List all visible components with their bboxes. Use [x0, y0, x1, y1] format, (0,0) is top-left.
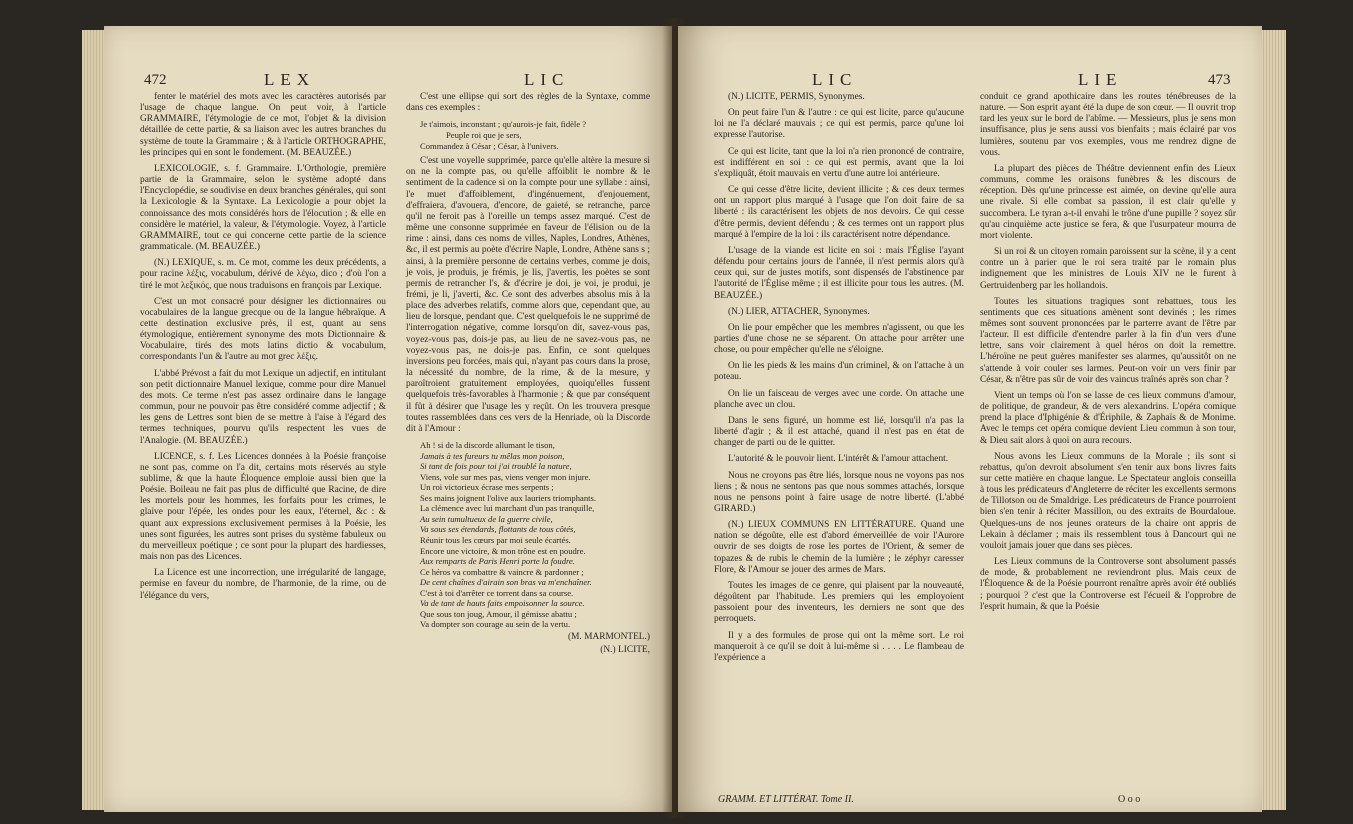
verse-line: Ce héros va combattre & vaincre & pardonner ; — [420, 566, 584, 577]
verse-line: C'est à toi d'arrêter ce torrent dans sa course. — [420, 587, 574, 598]
paragraph: fenter le matériel des mots avec les caractères autorisés par l'usage de chaque langue. On peut voir, à l'article GRAMMAIRE, l'étymologie de ce mot, l'objet & la division détaillée de cette partie, & sa liaison avec les autres branches du système de toute la Grammaire ; & à l'article ORTHOGRAPHE, les principes qui en sont le fondement. (M. BEAUZÉE.) — [140, 92, 386, 158]
entry-heading: (N.) LIER, ATTACHER, Synonymes. — [728, 306, 870, 317]
verse-line: Jamais à tes fureurs tu mêlas mon poison, — [420, 450, 565, 461]
verse-line: Au sein tumultueux de la guerre civile, — [420, 513, 553, 524]
right-page-number: 473 — [1208, 72, 1231, 88]
paragraph: Toutes les images de ce genre, qui plaisent par la nouveauté, dégoûtent par l'habitude. Les premiers qui les employoient passoient pour des inventeurs, les derniers ne sont que des perroquets. — [714, 580, 964, 625]
paragraph: Vient un temps où l'on se lasse de ces lieux communs d'amour, de politique, de grandeur, & de vers alexandrins. L'opéra comique prend la place d'Iphigénie & d'Ériphile, & Zaphaïs & de Monime. Avec le temps cet opéra comique devient Lieu commun à son tour, & Dieu sait alors à quoi on aura recours. — [980, 390, 1236, 446]
verse-line: Encore une victoire, & mon trône est en poudre. — [420, 545, 586, 556]
left-column-1 — [140, 92, 386, 607]
paragraph: La Licence est une incorrection, une irrégularité de langage, permise en faveur du nombre, de l'harmonie, de la rime, ou de l'élégance du vers, — [140, 568, 386, 601]
right-column-1 — [714, 92, 964, 669]
author-signature: (M. MARMONTEL.) — [567, 632, 650, 643]
paragraph: On peut faire l'un & l'autre : ce qui est licite, parce qu'aucune loi ne l'a déclaré mauvais ; ce qui est permis, parce qu'une loi expresse l'autorise. — [714, 108, 964, 141]
verse-line: Va dompter son courage au sein de la vertu. — [420, 619, 571, 630]
right-header-lie: LIE — [1078, 70, 1123, 89]
paragraph: L'abbé Prévost a fait du mot Lexique un adjectif, en intitulant son petit dictionnaire Manuel lexique, comme pour dire Manuel des mots. Ce terme n'est pas assez ordinaire dans le langage commun, pour ne pouvoir pas être considéré comme adjectif ; & les gens de Lettres sont bien de se mettre à l'aise à l'égard des termes techniques, pourvu qu'ils respectent les vues de l'Analogie. (M. BEAUZÉE.) — [140, 368, 386, 446]
left-header-lex: LEX — [264, 70, 316, 89]
left-page-number: 472 — [144, 72, 167, 88]
verse-line: Que sous ton joug, Amour, il gémisse abattu ; — [420, 608, 577, 619]
paragraph: LEXICOLOGIE, s. f. Grammaire. L'Orthologie, première partie de la Grammaire, selon le système adopté dans l'Encyclopédie, se soudivise en deux branches générales, qui sont la Lexicologie & la Syntaxe. La Lexicologie a pour objet la connoissance des mots considérés hors de l'élocution ; & elle en considère le matériel, la valeur, & l'étymologie. Voyez, à l'article GRAMMAIRE, tout ce qui concerne cette partie de la science grammaticale. (M. BEAUZÉE.) — [140, 163, 386, 253]
left-page-edges — [82, 30, 106, 810]
right-header-lic: LIC — [812, 70, 858, 89]
paragraph: conduit ce grand apothicaire dans les routes ténébreuses de la nature. — Son esprit ayant été la dupe de son cœur. — Il ouvrit trop tard les yeux sur le bord de l'abîme. — Messieurs, plus je sens mon insuffisance, plus je sens aussi vos bienfaits ; mais éclairé par vos lumières, soutenu par vos exemples, vous me rendrez digne de vous. — [980, 92, 1236, 158]
entry-heading: (N.) LICITE, PERMIS, Synonymes. — [728, 92, 865, 102]
signature-mark: O o o — [1118, 794, 1141, 805]
paragraph: Ce qui est licite, tant que la loi n'a rien prononcé de contraire, est indifférent en soi : ce qui est permis, avant que la loi s'expliquât, étoit mauvais en vertu d'une autre loi antérieure. — [714, 146, 964, 179]
paragraph: La plupart des pièces de Théâtre deviennent enfin des Lieux communs, comme les oraisons funèbres & les discours de réception. Dès qu'une princesse est aimée, on devine qu'elle aura une rivale. Si elle combat sa passion, il est clair qu'elle y succombera. Le tyran a-t-il envahi le trône d'une pupille ? soyez sûr qu'au cinquième acte justice se fera, & que l'usurpateur mourra de mort violente. — [980, 163, 1236, 241]
verse-line: La clémence avec lui marchant d'un pas tranquille, — [420, 503, 595, 514]
verse-line: Un roi victorieux écrase mes serpents ; — [420, 482, 554, 493]
paragraph: Les Lieux communs de la Controverse sont absolument passés de mode, & probablement ne reviendront plus. Mais ceux de l'Éloquence & de la Poésie pourront renaître après avoir été oubliés ; pourquoi ? c'est que la Controverse est l'écueil & l'opprobre de l'esprit humain, & que la Poésie — [980, 557, 1236, 612]
paragraph: C'est une ellipse qui sort des règles de la Syntaxe, comme dans ces exemples : — [406, 92, 650, 114]
paragraph: Si un roi & un citoyen romain paroissent sur la scène, il y a cent contre un à parier que le roi sera traité par le romain plus indignement que les ministres de Louis XIV ne le furent à Gertruidenberg par les hollandois. — [980, 247, 1236, 291]
paragraph: L'usage de la viande est licite en soi : mais l'Église l'ayant défendu pour certains jours de l'année, il n'est permis alors qu'à ceux qui, sur de justes motifs, sont dispensés de l'abstinence par l'autorité de l'Église même ; il est illicite pour tous les autres. (M. BEAUZÉE.) — [714, 245, 964, 301]
paragraph: Il y a des formules de prose qui ont la même sort. Le roi manqueroit à ce qu'il se doit à lui-même si . . . . Le flambeau de l'expérience a — [714, 630, 964, 663]
paragraph: C'est une voyelle supprimée, parce qu'elle altère la mesure si on ne la compte pas, ou qu'elle affoiblit le nombre & le sentiment de la cadence si on la compte pour une syllabe : ainsi, l'e muet d'affoiblement, d'ingénuement, d'enjouement, d'effraiera, d'avouera, d'encore, de gaieté, se retranche, parce qu'il ne feroit pas à l'oreille un temps assez marqué. C'est de même une consonne supprimée en faveur de l'élision ou de la rime : ainsi, dans ces noms de villes, Naples, Londres, Athènes, &c, il est permis au poète d'écrire Naple, Londre, Athène sans s ; ainsi, à la première personne de certains verbes, comme je dois, je vois, je produis, je frémis, je lis, j'avertis, les poètes se sont permis de retrancher l's, & d'écrire je doi, je voi, je produi, je frémi, je li, j'averti, &c. Ce sont des adverbes absolus mis à la place des adverbes relatifs, comme alors que, cependant que, au lieu de lorsque, pendant que. C'est quelquefois le ne supprimé de l'interrogation négative, comme lorsqu'on dit, savez-vous pas, voyez-vous pas, dois-je pas, au lieu de ne savez-vous pas, ne voyez-vous pas, ne dois-je pas. Enfin, ce sont quelques inversions peu forcées, mais qui, n'ayant pas cours dans la prose, la nécessité du nombre, de la rime, & de la mesure, y paroîtroient gratuitement employées, quoiqu'elles fussent quelquefois très-favorables à l'harmonie ; & que par conséquent il fût à désirer que l'usage les y reçût. On les trouvera presque toutes rassemblées dans ces vers de la Henriade, où la Discorde dit à l'Amour : — [406, 156, 650, 434]
open-book — [22, 8, 1332, 820]
verse-line: Ses mains joignent l'olive aux lauriers triomphants. — [420, 492, 597, 503]
paragraph: On lie un faisceau de verges avec une corde. On attache une planche avec un clou. — [714, 388, 964, 410]
verse-line: De cent chaînes d'airain son bras va m'enchaîner. — [420, 577, 592, 588]
verse-line: Peuple roi que je sers, — [446, 129, 522, 140]
right-column-2 — [980, 92, 1236, 618]
verse-line: Commandez à César ; César, à l'univers. — [420, 140, 559, 151]
paragraph: On lie les pieds & les mains d'un criminel, & on l'attache à un poteau. — [714, 361, 964, 383]
paragraph: (N.) LEXIQUE, s. m. Ce mot, comme les deux précédents, a pour racine λέξις, vocabulum, dérivé de λέγω, dico ; d'où l'on a tiré le mot λεξικός, que nous traduisons en françois par Lexique. — [140, 258, 386, 291]
paragraph: Nous avons les Lieux communs de la Morale ; ils sont si rebattus, qu'on devroit absolument s'en tenir aux bons livres faits sur cette matière en chaque langue. Le Spectateur anglois conseilla à tous les prédicateurs d'Angleterre de réciter les excellents sermons de Tillotson ou de Smaldrige. Les prédicateurs de France pourroient bien s'en tenir à réciter Massillon, ou des extraits de Bourdaloue. Quelques-uns de nos jeunes orateurs de la chaire ont appris de Lekain à déclamer ; mais ils ressemblent tous à Dancourt qui ne vouloit jamais jouer que dans ses pièces. — [980, 451, 1236, 551]
verse-line: Va de tant de hauts faits empoisonner la source. — [420, 598, 585, 609]
right-page — [678, 26, 1262, 812]
right-page-edges — [1260, 30, 1286, 810]
paragraph: On lie pour empêcher que les membres n'agissent, ou que les parties d'une chose ne se séparent. On attache pour arrêter une chose, ou pour empêcher qu'elle ne s'éloigne. — [714, 322, 964, 356]
paragraph: LICENCE, s. f. Les Licences données à la Poésie françoise ne sont pas, comme on l'a dit, certains mots réservés au style sublime, & que la haute Éloquence emploie aussi bien que la Poésie. Boileau ne fait pas plus de difficulté que Racine, de dire les mortels pour les hommes, les forfaits pour les crimes, le glaive pour l'épée, les ondes pour les eaux, l'éternel, &c : & quant aux expressions exclusivement permises à la Poésie, les unes sont figurées, les autres sont prises du système fabuleux ou du merveilleux poétique ; ce sont pour la plupart des hardiesses, mais non pas des Licences. — [140, 451, 386, 563]
paragraph: Dans le sens figuré, un homme est lié, lorsqu'il n'a pas la liberté d'agir ; & il est attaché, quand il n'est pas en état de changer de parti ou de le quitter. — [714, 415, 964, 449]
verse-line: Je t'aimois, inconstant ; qu'aurois-je fait, fidèle ? — [420, 119, 587, 130]
verse-line: Aux remparts de Paris Henri porte la foudre. — [420, 556, 575, 567]
paragraph: C'est un mot consacré pour désigner les dictionnaires ou vocabulaires de la langue grecque ou de la langue hébraïque. A cette destination exclusive près, il est, quant au sens étymologique, entièrement synonyme des mots Dictionnaire & Vocabulaire, tirés des mots latins dictio & vocabulum, correspondants l'un & l'autre au mot grec λέξις. — [140, 296, 386, 363]
verse-line: Si tant de fois pour toi j'ai troublé la nature, — [420, 461, 572, 472]
paragraph: (N.) LIEUX COMMUNS EN LITTÉRATURE. Quand une nation se dégoûte, elle est d'abord émerveillée de voir l'Aurore ouvrir de ses doigts de rose les portes de l'Orient, & semer de topazes & de rubis le chemin de la lumière ; le zéphyr caresser Flore, & l'Amour se jouer des armes de Mars. — [714, 520, 964, 575]
verse-line: Viens, vole sur mes pas, viens venger mon injure. — [420, 471, 591, 482]
left-header-lic: LIC — [524, 70, 570, 89]
paragraph: Toutes les situations tragiques sont rebattues, tous les sentiments que ces situations amènent sont devinés ; les rimes mêmes sont souvent prononcées par le parterre avant de l'être par l'acteur. Il est difficile d'entendre parler à la fin d'un vers d'une lettre, sans voir clairement à quel héros on doit la remettre. L'héroïne ne peut guères manifester ses alarmes, qu'aussitôt on ne s'attende à voir couler ses larmes. Peut-on voir un vers finir par César, & n'être pas sûr de voir des vaincus traînés après son char ? — [980, 296, 1236, 385]
verse-line: Ah ! si de la discorde allumant le tison, — [420, 440, 555, 450]
paragraph: Nous ne croyons pas être liés, lorsque nous ne voyons pas nos liens ; & nous ne sentons pas que nous sommes attachés, lorsque nous ne pensons point à faire usage de notre liberté. (L'abbé GIRARD.) — [714, 470, 964, 514]
paragraph: Ce qui cesse d'être licite, devient illicite ; & ces deux termes ont un rapport plus marqué à l'usage que l'on doit faire de sa liberté : ils caractérisent les objets de nos devoirs. Ce qui cesse d'être permis, devient défendu ; & ces termes ont un rapport plus marqué à l'empire de la loi : ils caractérisent notre dépendance. — [714, 185, 964, 240]
verse-line: Réunir tous les cœurs par moi seule écartés. — [420, 534, 571, 545]
volume-footer: GRAMM. ET LITTÉRAT. Tome II. — [718, 794, 854, 805]
left-page — [104, 26, 672, 812]
left-column-2 — [406, 92, 650, 658]
verse-line: Va sous ses étendards, flottants de tous côtés, — [420, 524, 576, 535]
catchword: (N.) LICITE, — [600, 645, 650, 656]
paragraph: L'autorité & le pouvoir lient. L'intérêt & l'amour attachent. — [728, 454, 949, 465]
